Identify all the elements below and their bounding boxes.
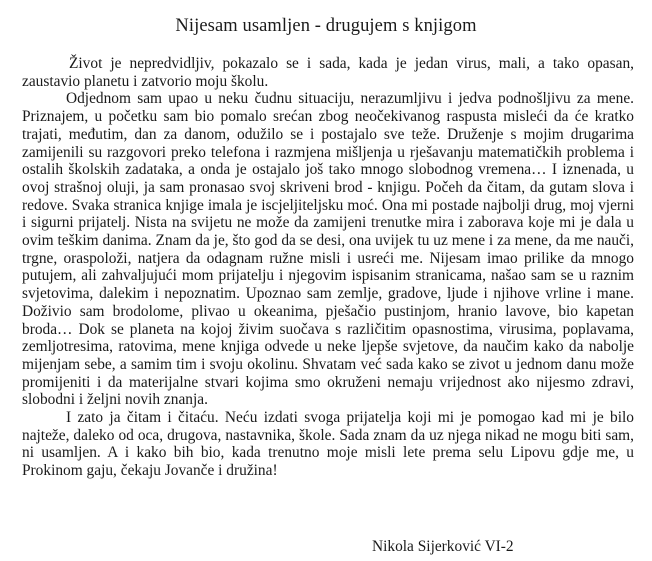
paragraph-1: Život je nepredvidljiv, pokazalo se i sada, kada je jedan virus, mali, a tako opasan, zaustavio planetu i zatvorio moju školu.	[22, 55, 634, 90]
paragraph-2: Odjednom sam upao u neku čudnu situaciju, nerazumljivu i jedva podnošljivu za mene. Priznajem, u početku sam bio pomalo srećan zbog neočekivanog raspusta misleći da će kratko trajati, međutim, dan za danom, odužilo se i postajalo sve teže. Druženje s mojim drugarima zamijenili su razgovori preko telefona i razmjena mišljenja u rješavanju matematičkih problema i ostalih školskih zadataka, a onda je ostajalo još tako mnogo slobodnog vremena… I iznenada, u ovoj strašnoj oluji, ja sam pronasao svoj skriveni brod - knjigu. Počeh da čitam, da gutam slova i redove. Svaka stranica knjige imala je iscjeljiteljsku moć. Ona mi postade najbolji drug, moj vjerni i sigurni prijatelj. Nista na svijetu ne može da zamijeni trenutke mira i zaborava koje mi je dala u ovim teškim danima. Znam da je, što god da se desi, ona uvijek tu uz mene i za mene, da me nauči, trgne, oraspoloži, natjera da odagnam ružne misli i usreći me. Nijesam imao prilike da mnogo putujem, ali zahvaljujući mom prijatelju i njegovim ispisanim stranicama, našao sam se u raznim svjetovima, dalekim i nepoznatim. Upoznao sam zemlje, gradove, ljude i njihove vrline i mane. Doživio sam brodolome, plivao u okeanima, pješačio pustinjom, hranio lavove, bio kapetan broda… Dok se planeta na kojoj živim suočava s različitim opasnostima, virusima, poplavama, zemljotresima, ratovima, mene knjiga odvede u neke ljepše svjetove, da naučim kako da nabolje mijenjam sebe, a samim tim i svoju okolinu. Shvatam već sada kako se zivot u jednom danu može promijeniti i da materijalne stvari kojima smo okruženi nemaju vrijednost ako nijesmo zdravi, slobodni i željni novih znanja.	[22, 90, 634, 409]
essay-body	[22, 55, 634, 480]
author-signature: Nikola Sijerković VI-2	[372, 538, 514, 555]
page-title: Nijesam usamljen - drugujem s knjigom	[175, 16, 477, 36]
paragraph-3: I zato ja čitam i čitaću. Neću izdati svoga prijatelja koji mi je pomogao kad mi je bilo najteže, daleko od oca, drugova, nastavnika, škole. Sada znam da uz njega nikad ne mogu biti sam, ni usamljen. A i kako bih bio, kada trenutno moje misli lete prema selu Lipovu gdje me, u Prokinom gaju, čekaju Jovanče i družina!	[22, 409, 634, 480]
